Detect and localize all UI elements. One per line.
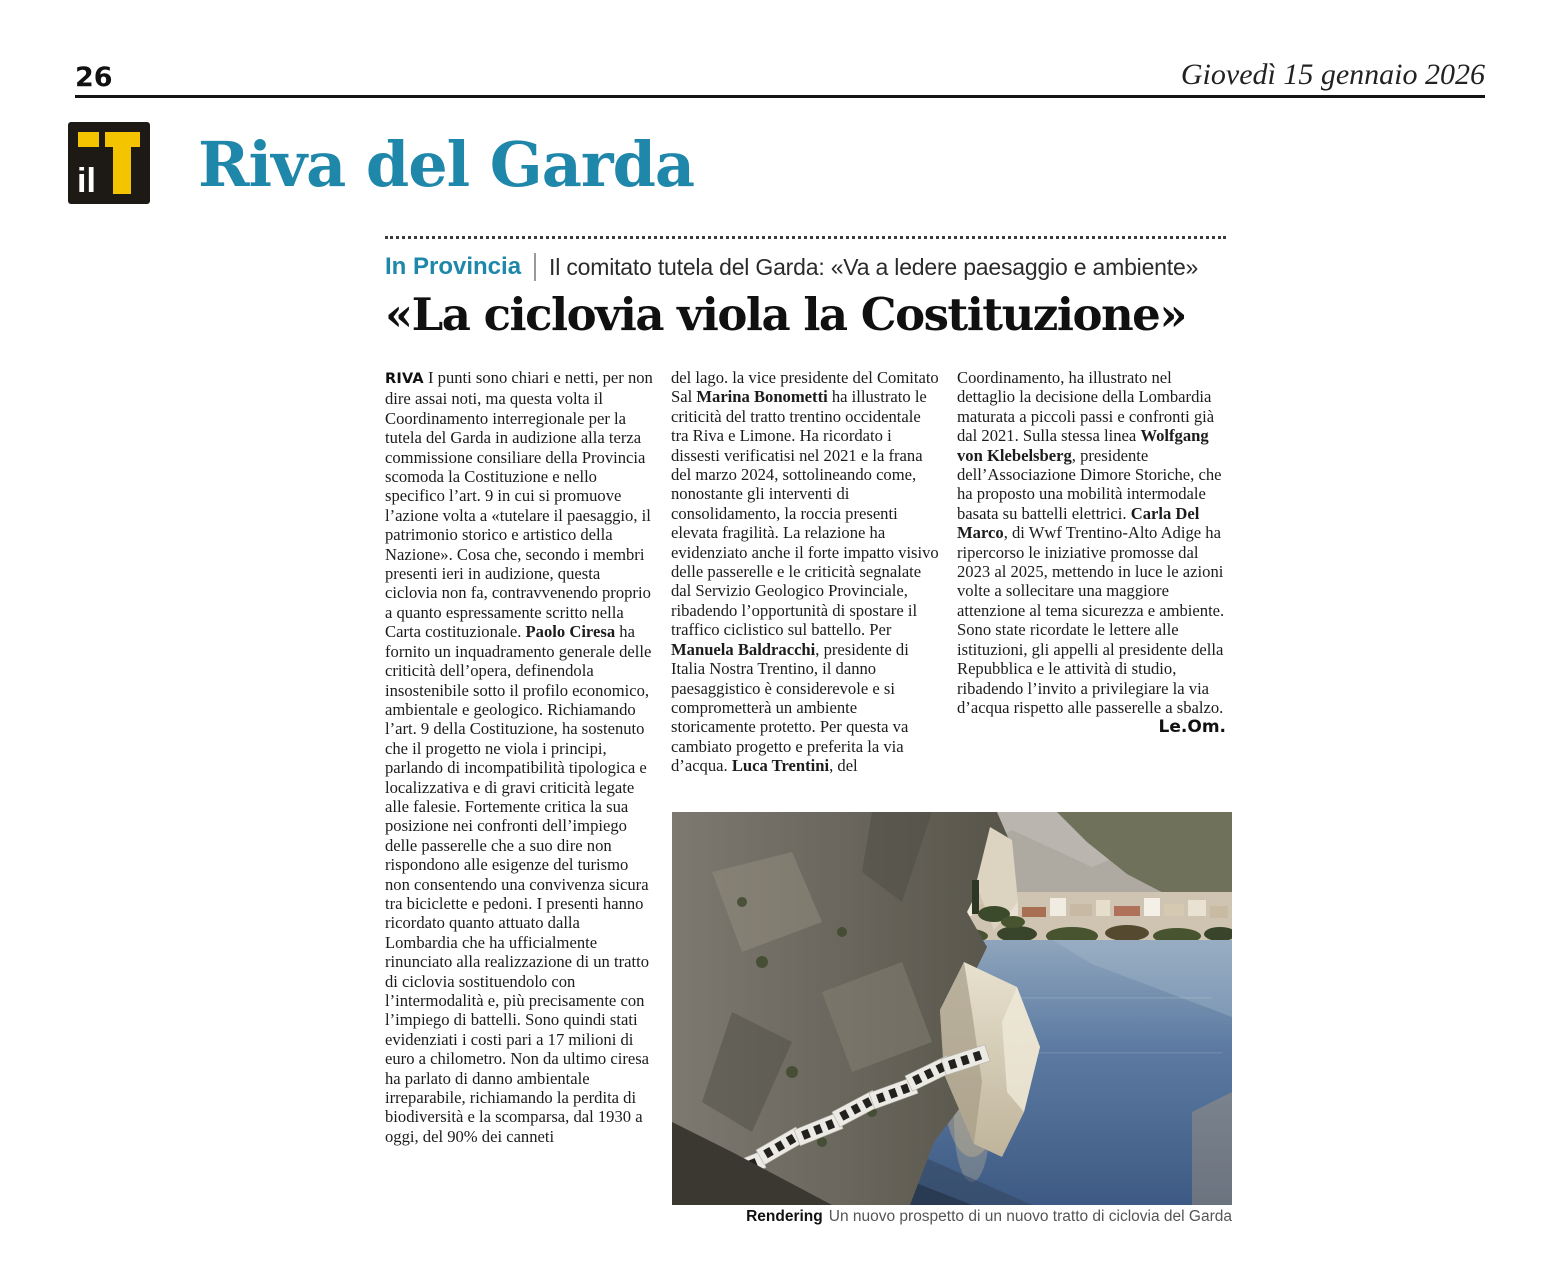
byline: Le.Om. xyxy=(1158,717,1226,738)
caption-text: Un nuovo prospetto di un nuovo tratto di ciclovia del Garda xyxy=(828,1208,1232,1225)
page-date: Giovedì 15 gennaio 2026 xyxy=(1180,58,1485,91)
newspaper-logo-icon xyxy=(68,122,150,204)
body-text: , di Wwf Trentino-Alto Adige ha ripercorso le iniziative promosse dal 2023 al 2025, mettendo in luce le azioni volte a sollecitare una maggiore attenzione al tema sicurezza e ambiente. Sono state ricordate le lettere alle istituzioni, gli appelli al presidente della Repubblica e le attività di studio, ribadendo l’invito a privilegiare la via d’acqua rispetto alle passerelle a sbalzo. xyxy=(957,523,1225,717)
person-name: Marina Bonometti xyxy=(696,387,828,407)
ilt-logo-icon xyxy=(68,122,150,204)
body-text: del lago. la vice presidente del Comitato Sal xyxy=(671,368,939,407)
section-title: Riva del Garda xyxy=(198,128,695,201)
person-name: Manuela Baldracchi xyxy=(671,639,816,659)
body-text: , del xyxy=(829,756,858,776)
dotted-rule xyxy=(385,236,1226,239)
body-text: , presidente dell’Associazione Dimore Storiche, che ha proposto una mobilità intermodale basata su battelli elettrici. xyxy=(957,445,1222,523)
article-column-1 xyxy=(385,368,654,1146)
person-name: Wolfgang von Klebelsberg xyxy=(957,426,1209,465)
photo-caption xyxy=(672,1208,1232,1226)
lake-garda-rendering-image xyxy=(672,812,1232,1205)
kicker-label: In Provincia xyxy=(385,253,522,280)
person-name: Carla Del Marco xyxy=(957,503,1200,543)
logo-text: il xyxy=(77,162,96,200)
body-text: Coordinamento, ha illustrato nel dettaglio la decisione della Lombardia maturata a piccoli passi e confronti già dal 2021. Sulla stessa linea xyxy=(957,368,1215,446)
folio-rule xyxy=(75,95,1485,98)
article-headline: «La ciclovia viola la Costituzione» xyxy=(385,288,1186,341)
person-name: Luca Trentini xyxy=(731,756,830,776)
kicker xyxy=(385,253,1226,281)
body-text: , presidente di Italia Nostra Trentino, il danno paesaggistico è considerevole e si comprometterà un ambiente storicamente protetto. Per questa va cambiato progetto e preferita la via d’acqua. xyxy=(671,639,909,776)
location-lead: RIVA xyxy=(385,371,424,387)
body-text: I punti sono chiari e netti, per non dire assai noti, ma questa volta il Coordinamento interregionale per la tutela del Garda in audizione alla terza commissione consiliare della Provincia scomoda la Costituzione e nello specifico l’art. 9 in cui si promuove l’azione volta a «tutelare il paesaggio, il patrimonio storico e artistico della Nazione». Cosa che, secondo i membri presenti ieri in audizione, questa ciclovia non fa, contravvenendo proprio a quanto espressamente scritto nella Carta costituzionale. xyxy=(385,368,653,642)
page-number: 26 xyxy=(75,62,113,93)
body-text: ha fornito un inquadramento generale delle criticità dell’opera, definendola insostenibile sotto il profilo economico, ambientale e geologico. Richiamando l’art. 9 della Costituzione, ha sostenuto che il progetto ne viola i principi, parlando di incompatibilità tipologica e localizzativa e di gravi criticità legate alle falesie. Fortemente critica la sua posizione nei confronti dell’impiego delle passerelle che a suo dire non rispondono alle esigenze del turismo non consentendo una convivenza sicura tra biciclette e pedoni. I presenti hanno ricordato quanto attuato dalla Lombardia che ha ufficialmente rinunciato alla realizzazione di un tratto di ciclovia sostituendolo con l’intermodalità e, più precisamente con l’impiego di battelli. Sono quindi stati evidenziati i costi pari a 17 milioni di euro a chilometro. Non da ultimo ciresa ha parlato di danno ambientale irreparabile, richiamando la perdita di biodiversità e la scomparsa, dal 1930 a oggi, del 90% dei canneti xyxy=(385,622,652,1146)
body-text: ha illustrato le criticità del tratto trentino occidentale tra Riva e Limone. Ha ricordato i dissesti verificatisi nel 2021 e la frana del marzo 2024, sottolineando come, nonostante gli interventi di consolidamento, la roccia presenti elevata fragilità. La relazione ha evidenziato anche il forte impatto visivo delle passerelle e le criticità segnalate dal Servizio Geologico Provinciale, ribadendo l’opportunità di spostare il traffico ciclistico sul battello. Per xyxy=(671,387,939,640)
article-photo xyxy=(672,812,1232,1205)
caption-label: Rendering xyxy=(746,1208,823,1225)
kicker-divider xyxy=(534,253,536,281)
person-name: Paolo Ciresa xyxy=(525,622,616,642)
kicker-text: Il comitato tutela del Garda: «Va a ledere paesaggio e ambiente» xyxy=(549,253,1199,280)
article-header xyxy=(385,236,1226,341)
